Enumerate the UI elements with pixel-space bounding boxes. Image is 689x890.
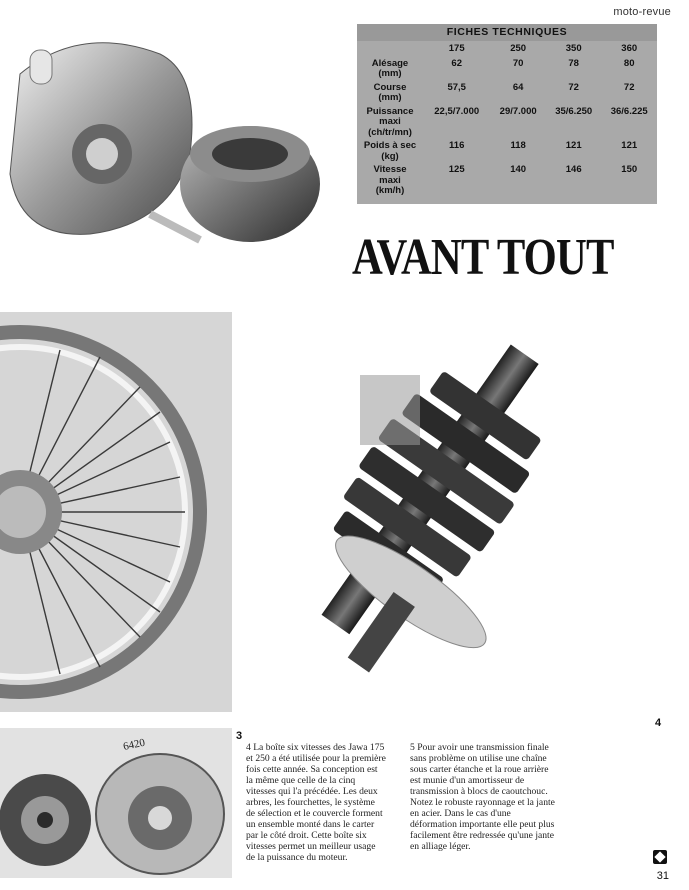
spec-col-header: 360: [621, 43, 638, 54]
spec-row-label: Puissance maxi (ch/tr/mn): [366, 105, 414, 138]
spec-header-row: [357, 41, 657, 59]
spec-cell: 35/6.250: [555, 105, 593, 117]
spec-cell: 36/6.225: [610, 105, 648, 117]
spec-cell: 140: [510, 164, 527, 175]
spec-row-label: Course (mm): [373, 81, 407, 103]
spec-row-vitesse: [357, 165, 657, 200]
spec-cell: 22,5/7.000: [434, 105, 480, 117]
spec-cell: 121: [621, 140, 638, 151]
spec-cell: 78: [568, 57, 579, 69]
spec-col-header: 350: [565, 43, 582, 54]
spec-cell: 57,5: [447, 81, 466, 93]
spec-cell: 72: [568, 81, 579, 93]
spec-cell: 80: [623, 57, 635, 69]
spec-cell: 29/7.000: [499, 105, 537, 117]
photo-tag: 6420: [122, 736, 147, 753]
spec-cell: 64: [512, 81, 524, 93]
spec-cell: 72: [623, 81, 635, 93]
publication-logo-icon: [653, 850, 667, 864]
spec-row-label: Vitesse maxi (km/h): [373, 164, 407, 196]
spec-row-course: [357, 83, 657, 107]
masthead: moto-revue: [613, 6, 671, 18]
spec-row-label: Alésage (mm): [371, 57, 409, 79]
engine-parts-photo: [0, 14, 340, 254]
caption-4: 4 La boîte six vitesses des Jawa 175 et 250 a été utilisée pour la première fois cette année. Sa conception est la même que celle de la cinq vitesses qui l'a précédée. Les deux arbres, les fourchettes, le système de sélection et le couvercle forment un ensemble monté dans le carter par le côté droit. Cette boîte six vitesses permet un meilleur usage de la puissance du moteur.: [246, 742, 386, 863]
spec-row-puissance: [357, 107, 657, 142]
wheel-photo: [0, 312, 232, 712]
spec-col-header: 175: [448, 43, 465, 54]
spec-cell: 150: [621, 164, 638, 175]
spec-cell: 70: [512, 57, 524, 69]
headline: AVANT TOUT: [352, 229, 614, 286]
spec-row-poids: [357, 141, 657, 165]
spec-cell: 121: [565, 140, 582, 151]
spec-row-alesage: [357, 59, 657, 83]
spec-table-grid: [357, 41, 657, 200]
spec-table-title: FICHES TECHNIQUES: [357, 24, 657, 41]
caption-5: 5 Pour avoir une transmission finale sans problème on utilise une chaîne sous carter étanche et la roue arrière est munie d'un amortisseur de transmission à blocs de caoutchouc. Notez le robuste rayonnage et la jante en acier. Dans le cas d'une déformation importante elle peut plus facilement être redressée qu'une jante en alliage léger.: [410, 742, 555, 852]
clutch-parts-photo: [0, 728, 232, 878]
spec-cell: 116: [449, 140, 465, 151]
gearbox-photo: [255, 320, 615, 690]
page-number: 31: [656, 870, 669, 882]
spec-col-header: 250: [510, 43, 527, 54]
spec-row-label: Poids à sec (kg): [363, 140, 417, 162]
spec-table: [357, 24, 657, 204]
spec-cell: 125: [448, 164, 465, 175]
figure-number-4: 4: [655, 717, 662, 729]
spec-cell: 62: [451, 57, 462, 69]
figure-number-3: 3: [236, 730, 243, 742]
spec-cell: 118: [510, 140, 526, 151]
spec-cell: 146: [565, 164, 582, 175]
